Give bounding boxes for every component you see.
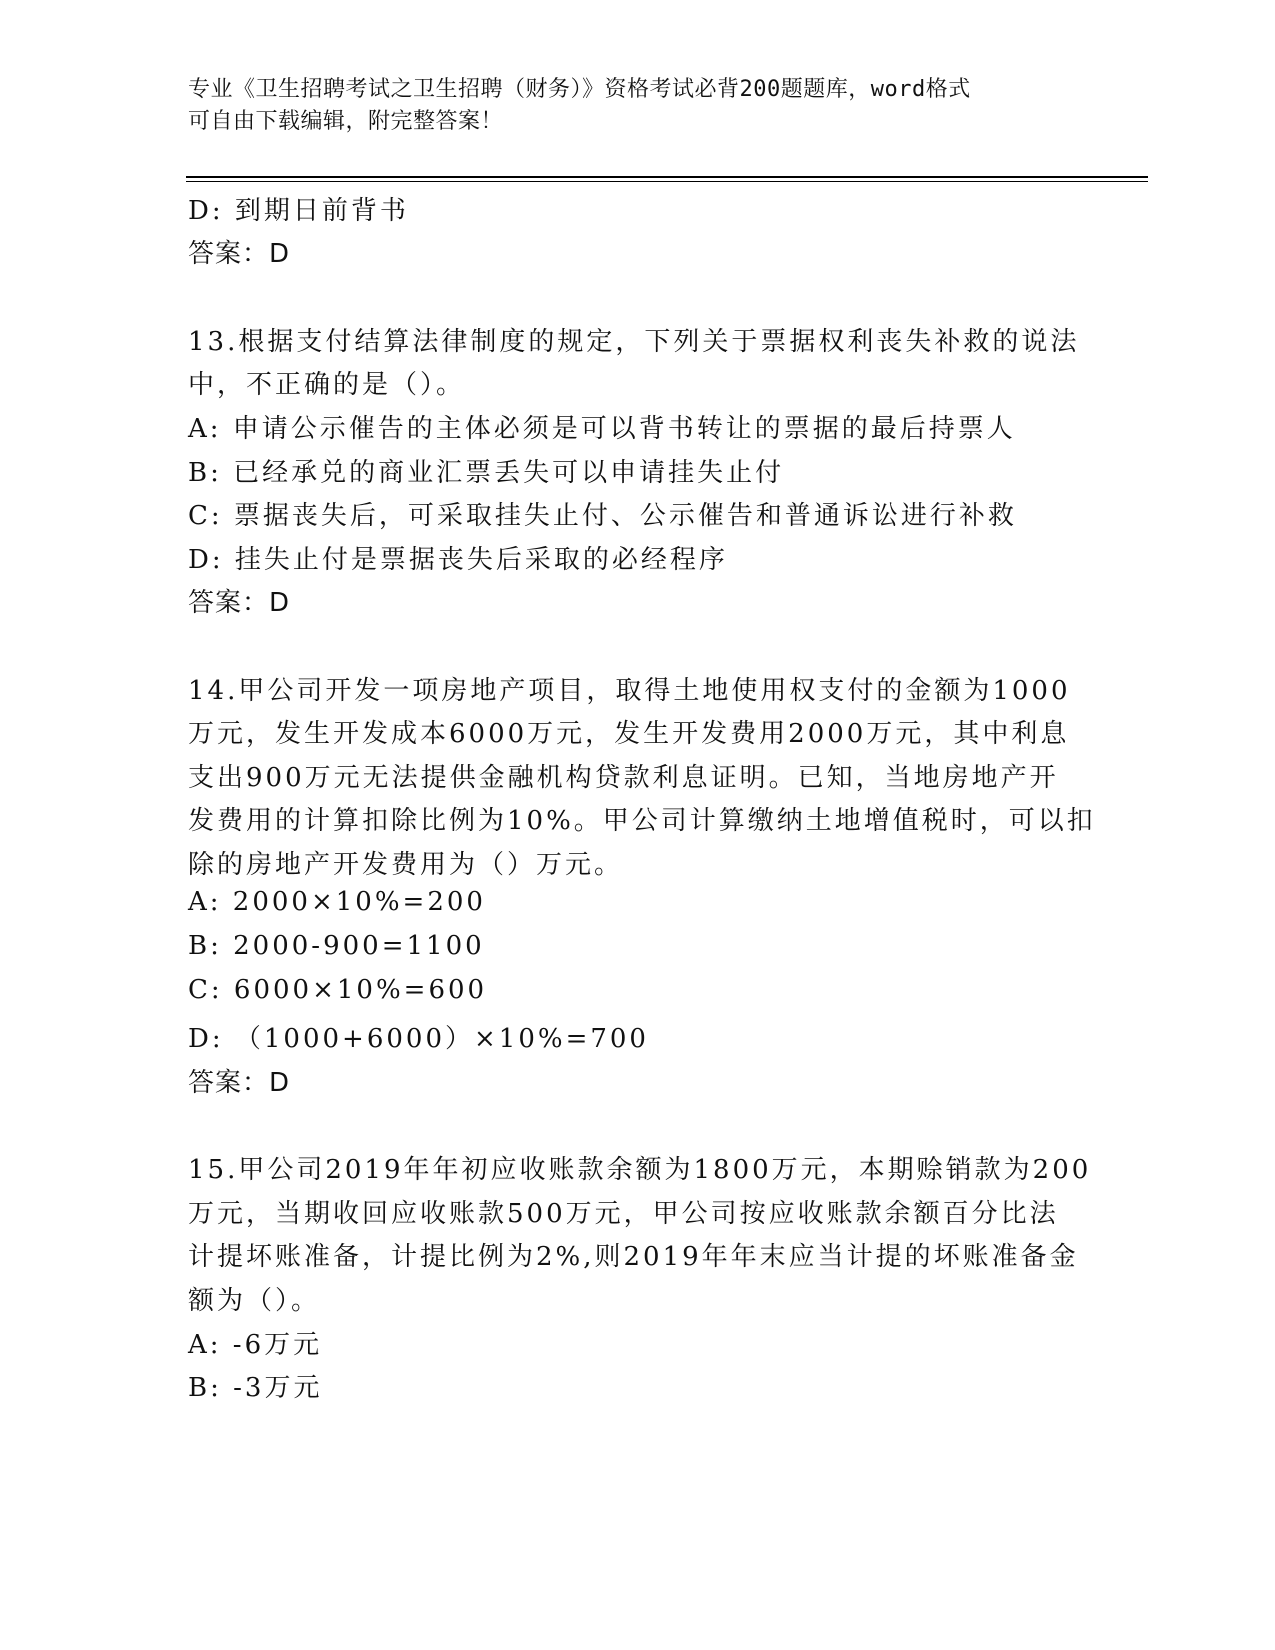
q14-option-c: C: 6000×10%=600 xyxy=(188,975,488,1005)
header-line-1: 专业《卫生招聘考试之卫生招聘（财务）》资格考试必背200题题库，word格式 xyxy=(188,77,971,102)
header-line-2: 可自由下载编辑，附完整答案！ xyxy=(188,109,504,134)
q14-stem-line-1: 14.甲公司开发一项房地产项目，取得土地使用权支付的金额为1000 xyxy=(188,676,1071,706)
q15-option-a: A: -6万元 xyxy=(188,1330,323,1360)
header-rule-thick xyxy=(186,176,1148,178)
q14-stem-line-2: 万元，发生开发成本6000万元，发生开发费用2000万元，其中利息 xyxy=(188,719,1070,749)
q14-stem-line-4: 发费用的计算扣除比例为10%。甲公司计算缴纳土地增值税时，可以扣 xyxy=(188,806,1096,836)
q14-option-b: B: 2000-900=1100 xyxy=(188,931,485,961)
q13-option-a: A: 申请公示催告的主体必须是可以背书转让的票据的最后持票人 xyxy=(188,414,1016,444)
q13-stem-line-1: 13.根据支付结算法律制度的规定，下列关于票据权利丧失补救的说法 xyxy=(188,327,1080,357)
q13-option-b: B: 已经承兑的商业汇票丢失可以申请挂失止付 xyxy=(188,458,785,488)
q14-option-a: A: 2000×10%=200 xyxy=(188,887,486,917)
q14-answer: 答案：D xyxy=(188,1068,291,1098)
q12-answer: 答案：D xyxy=(188,239,291,269)
q14-stem-line-5: 除的房地产开发费用为（）万元。 xyxy=(188,850,624,880)
document-header xyxy=(188,74,1068,138)
q13-option-c: C: 票据丧失后，可采取挂失止付、公示催告和普通诉讼进行补救 xyxy=(188,501,1017,531)
q15-stem-line-4: 额为（）。 xyxy=(188,1286,321,1316)
q13-option-d: D: 挂失止付是票据丧失后采取的必经程序 xyxy=(188,545,728,575)
q14-stem-line-3: 支出900万元无法提供金融机构贷款利息证明。已知，当地房地产开 xyxy=(188,763,1059,793)
q15-stem-line-2: 万元，当期收回应收账款500万元，甲公司按应收账款余额百分比法 xyxy=(188,1199,1059,1229)
q15-option-b: B: -3万元 xyxy=(188,1373,323,1403)
q15-stem-line-3: 计提坏账准备，计提比例为2%,则2019年年末应当计提的坏账准备金 xyxy=(188,1242,1079,1272)
q13-answer: 答案：D xyxy=(188,588,291,618)
header-rule-thin xyxy=(186,181,1148,182)
q14-option-d: D: （1000+6000）×10%=700 xyxy=(188,1024,649,1054)
q13-stem-line-2: 中，不正确的是（）。 xyxy=(188,370,466,400)
q12-option-d: D: 到期日前背书 xyxy=(188,196,409,226)
q15-stem-line-1: 15.甲公司2019年年初应收账款余额为1800万元，本期赊销款为200 xyxy=(188,1155,1092,1185)
